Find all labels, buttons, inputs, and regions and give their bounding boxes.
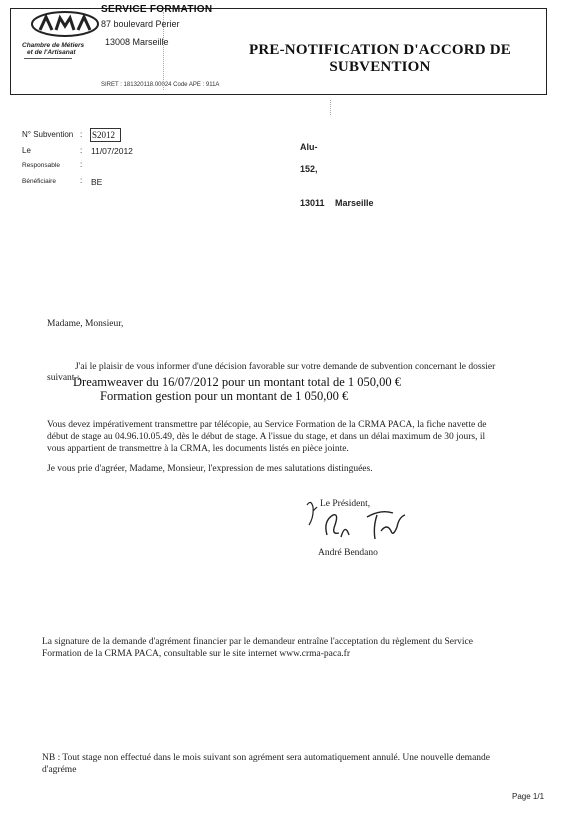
para1-line2: suivant :: [47, 373, 80, 383]
address-line1: 87 boulevard Perier: [101, 19, 180, 29]
org-name: SERVICE FORMATION: [101, 4, 213, 15]
colon: :: [80, 176, 83, 185]
title-line1: PRE-NOTIFICATION D'ACCORD DE: [249, 42, 511, 58]
cma-logo: [30, 10, 100, 38]
salutation: Madame, Monsieur,: [47, 319, 124, 329]
notice-line1: La signature de la demande d'agrément financier par le demandeur entraîne l'acceptation du règlement du Service: [42, 637, 473, 647]
page-number: Page 1/1: [512, 792, 545, 801]
nb-line1: NB : Tout stage non effectué dans le mois suivant son agrément sera automatiquement annulé. Une nouvelle demande: [42, 753, 490, 763]
grant-item-2: Formation gestion pour un montant de 1 050,00 €: [100, 389, 349, 403]
address-line2: 13008 Marseille: [105, 37, 169, 47]
beneficiaire-value: BE: [91, 177, 103, 187]
recipient-line2: 152,: [300, 164, 318, 174]
recipient-line1: Alu-: [300, 142, 318, 152]
title-line2: SUBVENTION: [329, 59, 431, 75]
notice-line2: Formation de la CRMA PACA, consultable sur le site internet www.crma-paca.fr: [42, 649, 350, 659]
siret: SIRET : 181320118.00024 Code APE : 911A: [101, 82, 220, 88]
subvention-label: N° Subvention: [22, 130, 74, 139]
para2-line1: Vous devez impérativement transmettre par télécopie, au Service Formation de la CRMA PACA, la fiche navette de: [47, 420, 487, 430]
closing-formula: Je vous prie d'agréer, Madame, Monsieur, l'expression de mes salutations distinguées.: [47, 464, 373, 474]
colon: :: [80, 160, 83, 169]
fold-mark: [163, 12, 164, 90]
signatory-name: André Bendano: [318, 548, 378, 558]
signatory-title: Le Président,: [320, 499, 371, 509]
para2-line2: début de stage au 04.96.10.05.49, dès le début de stage. A l'issue du stage, et dans un délai maximum de 30 jours, il: [47, 432, 486, 442]
fold-mark: [330, 100, 331, 115]
handwritten-signature: [305, 497, 420, 547]
date-label: Le: [22, 146, 31, 155]
para2-line3: vous appartient de transmettre à la CRMA, les documents listés en pièce jointe.: [47, 444, 349, 454]
recipient-city: Marseille: [335, 198, 374, 208]
beneficiaire-label: Bénéficiaire: [22, 178, 56, 185]
recipient-postcode: 13011: [300, 198, 325, 208]
date-value: 11/07/2012: [91, 146, 133, 156]
responsable-label: Responsable: [22, 162, 60, 169]
subvention-number: S2012: [90, 128, 121, 142]
colon: :: [80, 130, 83, 139]
colon: :: [80, 146, 83, 155]
grant-item-1: Dreamweaver du 16/07/2012 pour un montant total de 1 050,00 €: [73, 375, 402, 389]
document-title: [225, 42, 535, 76]
logo-underline: [24, 58, 72, 59]
chamber-line2: et de l'Artisanat: [27, 49, 76, 56]
para1-line1: J'ai le plaisir de vous informer d'une décision favorable sur votre demande de subvention concernant le dossier: [75, 362, 496, 372]
chamber-line1: Chambre de Métiers: [22, 42, 85, 49]
nb-line2: d'agréme: [42, 765, 77, 775]
